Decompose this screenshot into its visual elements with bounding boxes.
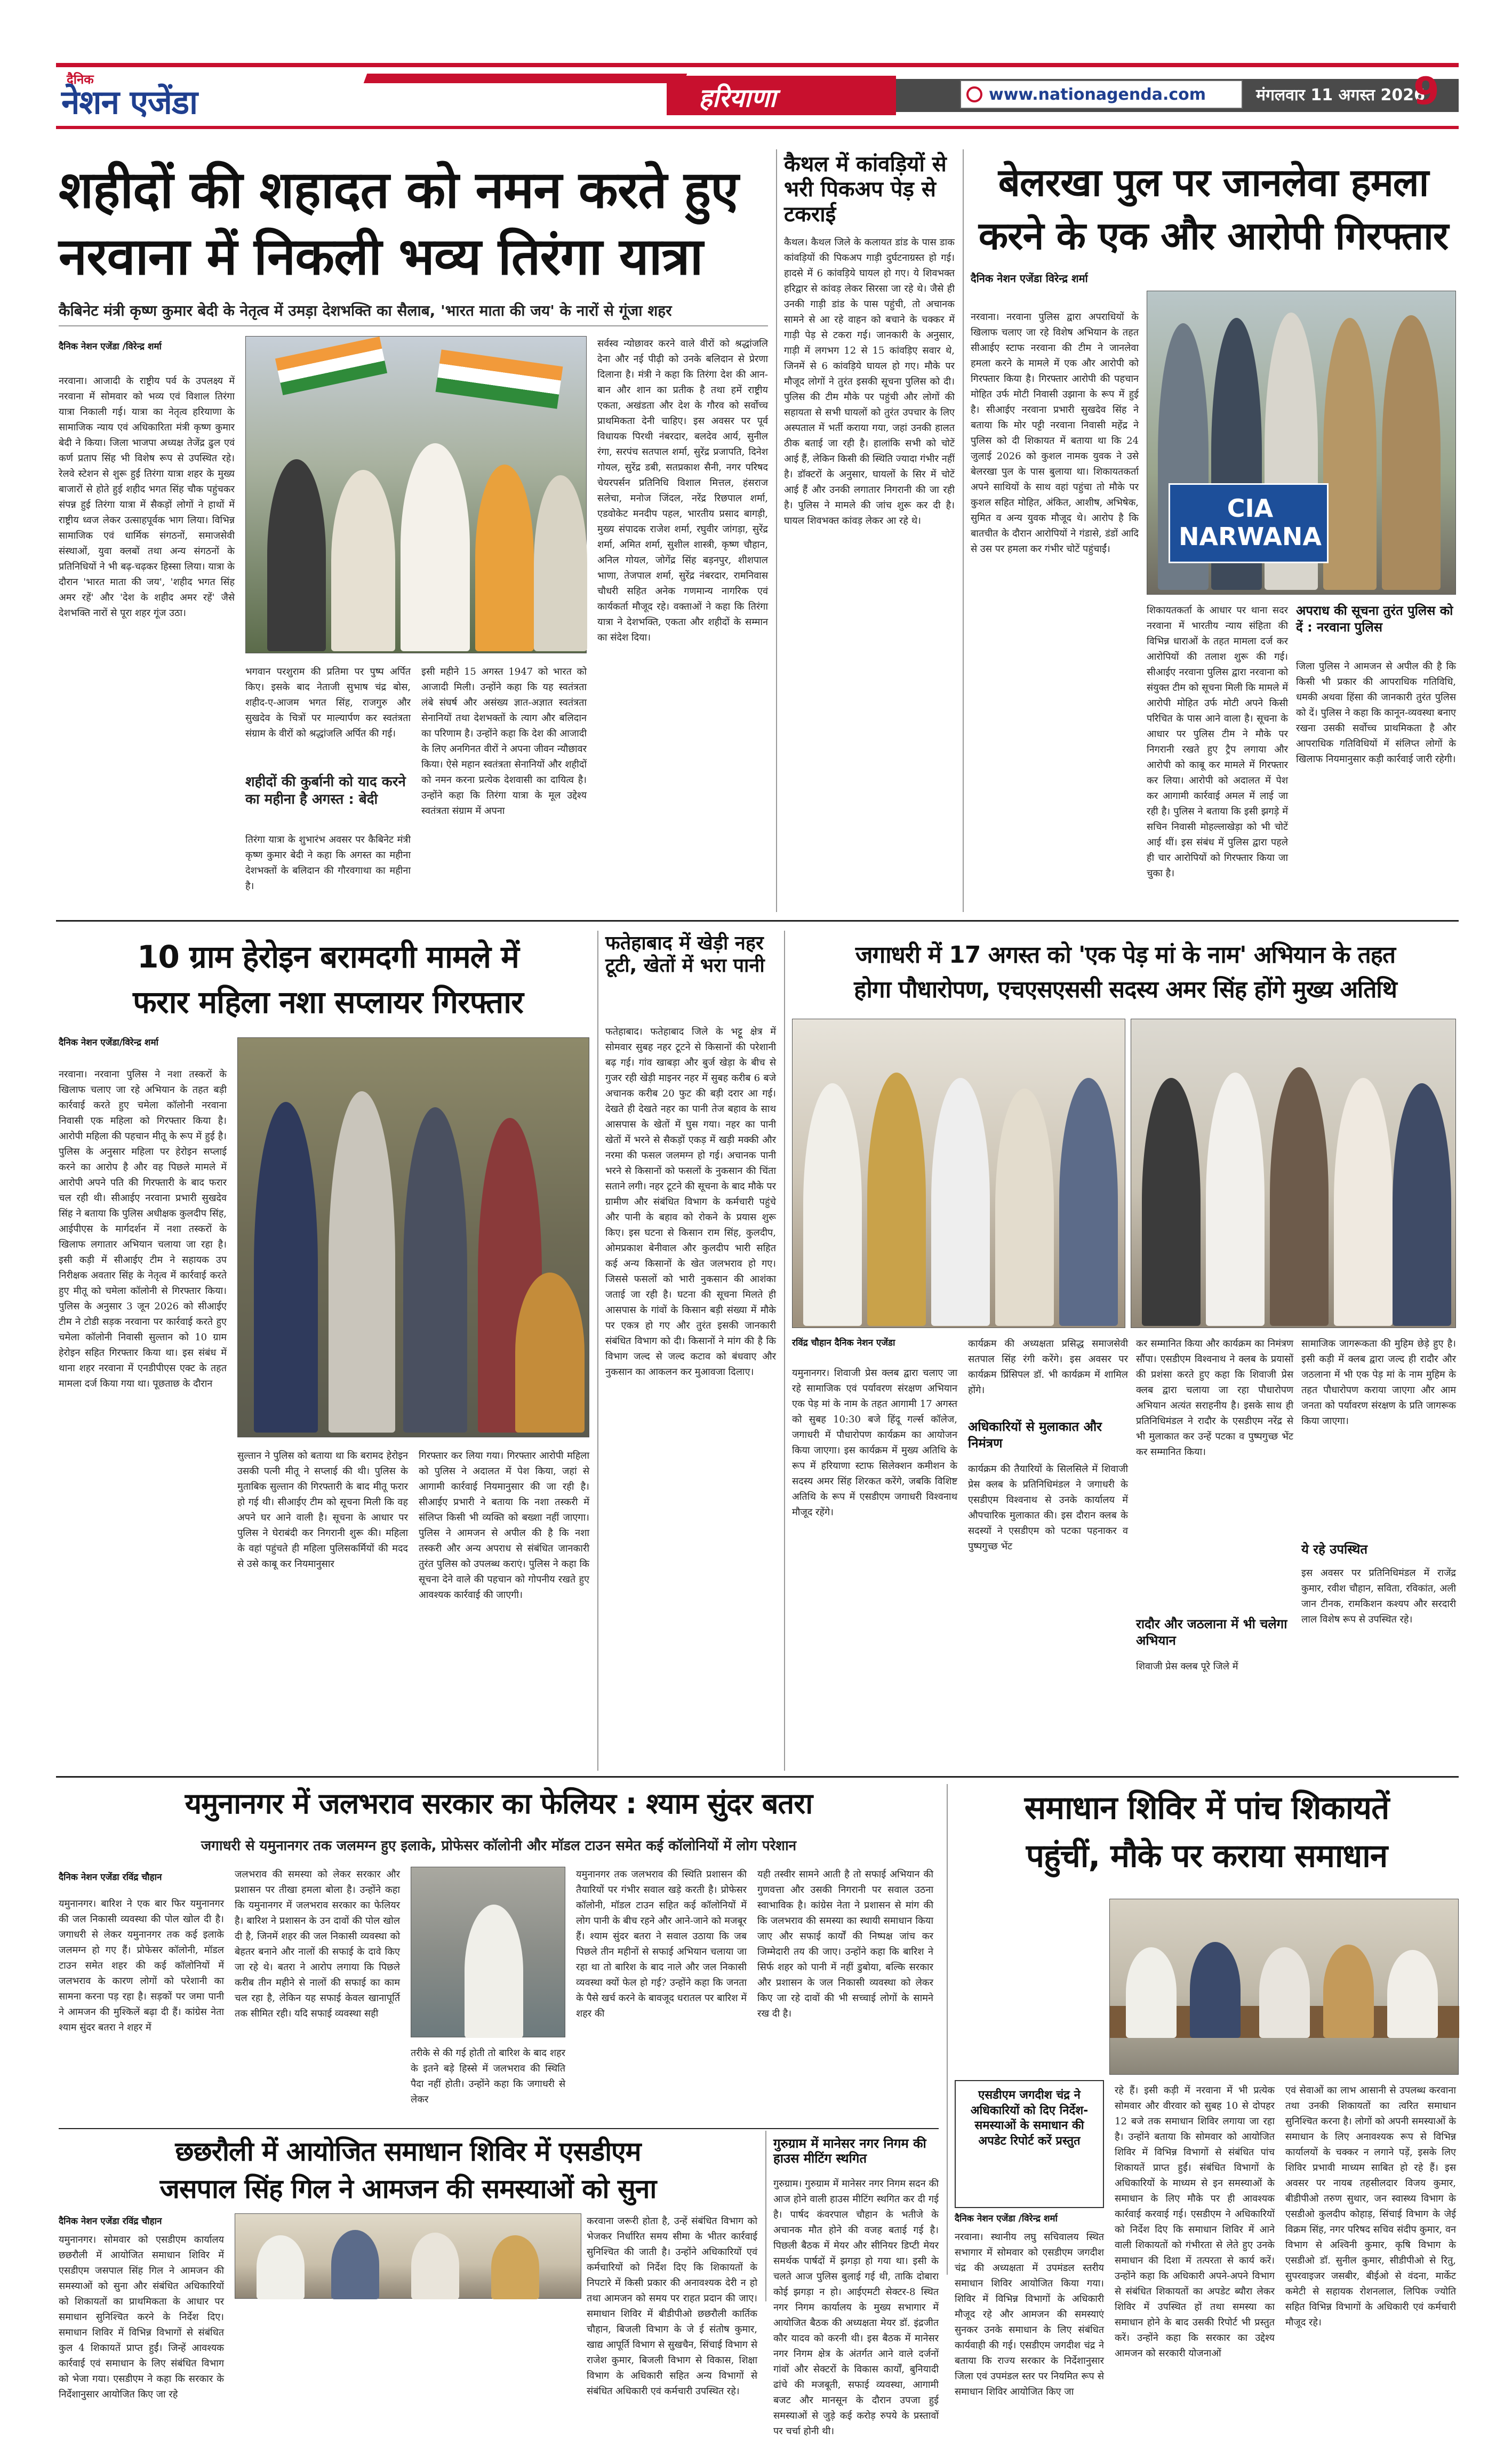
- column-rule: [963, 149, 964, 912]
- story8-column-2: रहे हैं। इसी कड़ी में नरवाना में भी प्रत्येक सोमवार और वीरवार को सुबह 10 से दोपहर 12 बजे तक समाधान शिविर लगाया जा रहा है। उन्होंने बताया कि सोमवार को आयोजित शिविर में विभिन्न विभागों से संबंधित पांच शिकायतें प्राप्त हुईं। संबंधित विभागों के अधिकारियों के माध्यम से इन समस्याओं के समाधान के लिए मौके पर ही आवश्यक कार्रवाई करवाई गई। एसडीएम ने अधिकारियों को निर्देश दिए कि समाधान शिविर में आने वाली शिकायतों को गंभीरता से लेते हुए उनके समाधान की दिशा में तत्परता से कार्य करें। उन्होंने कहा कि अधिकारी अपने-अपने विभाग से संबंधित शिकायतों का अपडेट ब्यौरा लेकर शिविर में उपस्थित हों तथा समस्या का समाधान होने के बाद उसकी रिपोर्ट भी प्रस्तुत करें। उन्होंने कहा कि सरकार का उद्देश्य आमजन को सरकारी योजनाओं: [1115, 2085, 1275, 2359]
- story6-headline-2: होगा पौधारोपण, एचएसएससी सदस्य अमर सिंह होंगे मुख्य अतिथि: [854, 976, 1397, 1003]
- story3-column-1: नरवाना। नरवाना पुलिस द्वारा अपराधियों के खिलाफ चलाए जा रहे विशेष अभियान के तहत सीआईए स्टाफ नरवाना की टीम ने जानलेवा हमला करने के मामले में एक और आरोपी को गिरफ्तार किया है। गिरफ्तार आरोपी की पहचान मोहित उर्फ मोटी निवासी उझाना के रूप में हुई है। सीआईए नरवाना प्रभारी सुखदेव सिंह ने बताया कि मोर पट्टी नरवाना निवासी महेंद्र ने पुलिस को दी शिकायत में बताया था कि 24 जुलाई 2026 को कुशल नामक युवक ने उसे बेलरखा पुल के पास बुलाया था। शिकायतकर्ता अपने साथियों के साथ वहां पहुंचा तो मौके पर कुशल सहित मोहित, अंकित, आशीष, अभिषेक, सुमित व अन्य युवक मौजूद थे। आरोप है कि बातचीत के दौरान आरोपियों ने गंडासे, डंडों आदि से उस पर हमला कर गंभीर चोटें पहुंचाईं।: [971, 311, 1139, 555]
- story1-subhead: कैबिनेट मंत्री कृष्ण कुमार बेदी के नेतृत्व में उमड़ा देशभक्ति का सैलाब, 'भारत माता की जय' के नारों से गूंजा शहर: [59, 302, 672, 319]
- cia-banner-text: CIA NARWANA: [1179, 494, 1322, 551]
- story1-column-3-lower: इसी महीने 15 अगस्त 1947 को भारत को आजादी मिली। उन्होंने कहा कि यह स्वतंत्रता लंबे संघर्ष और असंख्य ज्ञात-अज्ञात स्वतंत्रता सेनानियों तथा देशभक्तों के त्याग और बलिदान का परिणाम है। उन्होंने कहा कि देश की आजादी के लिए अनगिनत वीरों ने अपना जीवन न्यौछावर किया। ऐसे महान स्वतंत्रता सेनानियों और शहीदों को नमन करना प्रत्येक देशवासी का दायित्व है। उन्होंने कहा कि तिरंगा यात्रा के मूल उद्देश्य स्वतंत्रता संग्राम में अपना: [421, 666, 587, 817]
- story4-column-1: नरवाना। नरवाना पुलिस ने नशा तस्करों के खिलाफ चलाए जा रहे अभियान के तहत बड़ी कार्रवाई करते हुए चमेला कॉलोनी नरवाना निवासी एक महिला को गिरफ्तार किया है। आरोपी महिला की पहचान मीतू के रूप में हुई है। पुलिस के अनुसार महिला पर हेरोइन सप्लाई करने का आरोप है और वह पिछले मामले में आरोपी अपने पति की गिरफ्तारी के बाद फरार चल रही थी। सीआईए नरवाना प्रभारी सुखदेव सिंह ने बताया कि पुलिस अधीक्षक कुलदीप सिंह, आईपीएस के मार्गदर्शन में नशा तस्करों के खिलाफ लगातार अभियान चलाया जा रहा है। इसी कड़ी में सीआईए टीम ने सहायक उप निरीक्षक अवतार सिंह के नेतृत्व में कार्रवाई करते हुए मीतू को चमेला कॉलोनी से गिरफ्तार किया। पुलिस के अनुसार 3 जून 2026 को सीआईए टीम ने टोडी सड़क नरवाना पर कार्रवाई करते हुए चमेला कॉलोनी निवासी सुल्तान को 10 ग्राम हेरोइन सहित गिरफ्तार किया था। इस संबंध में थाना शहर नरवाना में एनडीपीएस एक्ट के तहत मामला दर्ज किया गया था। पूछताछ के दौरान: [59, 1069, 227, 1389]
- story1-byline: दैनिक नेशन एजेंडा /विरेन्द्र शर्मा: [59, 341, 162, 352]
- story2-headline: कैथल में कांवड़ियों से भरी पिकअप पेड़ से टकराई: [784, 152, 947, 227]
- story3-side-body: जिला पुलिस ने आमजन से अपील की है कि किसी भी प्रकार की आपराधिक गतिविधि, धमकी अथवा हिंसा की जानकारी तुरंत पुलिस को दें। पुलिस ने कहा कि कानून-व्यवस्था बनाए रखना उसकी सर्वोच्च प्राथमिकता है और आपराधिक गतिविधियों में संलिप्त लोगों के खिलाफ नियमानुसार कड़ी कार्रवाई जारी रहेगी।: [1296, 661, 1456, 765]
- brand-logo: [56, 67, 355, 127]
- story6-photo-left: [792, 1019, 1125, 1328]
- story6-column-4-bottom: इस अवसर पर प्रतिनिधिमंडल में राजेंद्र कुमार, रवीश चौहान, सविता, रविकांत, अली जान टीनक, रामकिशन कश्यप और सरदारी लाल विशेष रूप से उपस्थित रहे।: [1301, 1568, 1456, 1625]
- story9-headline-2: जसपाल सिंह गिल ने आमजन की समस्याओं को सुना: [159, 2173, 657, 2204]
- story10-body: गुरुग्राम। गुरुग्राम में मानेसर नगर निगम सदन की आज होने वाली हाउस मीटिंग स्थगित कर दी गई है। पार्षद कंवरपाल चौहान के भतीजे के अचानक मौत होने की वजह बताई गई है। पिछली बैठक में मेयर और सीनियर डिप्टी मेयर समर्थक पार्षदों में झगड़ा हो गया था। इसी के चलते आज पुलिस बुलाई गई थी, ताकि दोबारा कोई झगड़ा न हो। आईएमटी सेक्टर-8 स्थित नगर निगम कार्यालय के मुख्य सभागार में आयोजित बैठक की अध्यक्षता मेयर डॉ. इंद्रजीत कौर यादव को करनी थी। इस बैठक में मानेसर नगर निगम क्षेत्र के अंतर्गत आने वाले दर्जनों गांवों और सेक्टरों के विकास कार्यों, बुनियादी ढांचे की मजबूती, सफाई व्यवस्था, आगामी बजट और मानसून के दौरान उपजा हुई समस्याओं से जुड़े कई करोड़ रुपये के प्रस्तावों पर चर्चा होनी थी।: [773, 2178, 939, 2437]
- story6-column-3-subhead: रादौर और जठलाना में भी चलेगा अभियान: [1136, 1617, 1287, 1649]
- story6-column-4-top: सामाजिक जागरूकता की मुहिम छेड़े हुए है। इसी कड़ी में क्लब द्वारा जल्द ही रादौर और जठलाना में भी एक पेड़ मां के नाम मुहिम के तहत पौधारोपण कराया जाएगा और आम जनता को पर्यावरण संरक्षण के प्रति जागरूक किया जाएगा।: [1301, 1338, 1456, 1427]
- story9-headline-1: छछरौली में आयोजित समाधान शिविर में एसडीएम: [175, 2136, 641, 2167]
- story8-column-1: नरवाना। स्थानीय लघु सचिवालय स्थित सभागार में सोमवार को एसडीएम जगदीश चंद्र की अध्यक्षता में उपमंडल स्तरीय समाधान शिविर आयोजित किया गया। शिविर में विभिन्न विभागों के अधिकारी मौजूद रहे और आमजन की समस्याएं सुनकर उनके समाधान के लिए संबंधित कार्यवाही की गई। एसडीएम जगदीश चंद्र ने बताया कि राज्य सरकार के निर्देशानुसार जिला एवं उपमंडल स्तर पर नियमित रूप से समाधान शिविर आयोजित किए जा: [955, 2232, 1104, 2397]
- issue-date: मंगलवार 11 अगस्त 2026: [1256, 86, 1426, 105]
- story9-photo: [235, 2213, 581, 2299]
- flag-icon: [436, 349, 563, 409]
- story6-column-2-subhead: अधिकारियों से मुलाकात और निमंत्रण: [968, 1419, 1102, 1451]
- website-box: [960, 80, 1243, 109]
- story7-column-5: यही तस्वीर सामने आती है तो सफाई अभियान की गुणवत्ता और उसकी निगरानी पर सवाल उठना स्वाभाविक है। कांग्रेस नेता ने प्रशासन से मांग की कि जलभराव की समस्या का स्थायी समाधान किया जाए और सफाई कार्यों की निष्पक्ष जांच कर जिम्मेदारी तय की जाए। उन्होंने कहा कि बारिश ने सिर्फ शहर को पानी में नहीं डुबोया, बल्कि सरकार और प्रशासन के जल निकासी व्यवस्था को लेकर किए जा रहे दावों की भी सच्चाई लोगों के सामने रख दी है।: [757, 1869, 933, 2019]
- website-link[interactable]: www.nationagenda.com: [989, 85, 1206, 104]
- story1-pull-quote: शहीदों की कुर्बानी को याद करने का महीना है अगस्त : बेदी: [245, 774, 406, 807]
- story1-column-1: नरवाना। आजादी के राष्ट्रीय पर्व के उपलक्ष्य में नरवाना में सोमवार को भव्य एवं विशाल तिरंगा यात्रा निकाली गई। यात्रा का नेतृत्व हरियाणा के सामाजिक न्याय एवं अधिकारिता मंत्री कृष्ण कुमार बेदी ने किया। जिला भाजपा अध्यक्ष तेजेंद्र ढुल एवं कर्ण प्रताप सिंह भी विशेष रूप से उपस्थित रहे। रेलवे स्टेशन से शुरू हुई तिरंगा यात्रा शहर के मुख्य बाजारों से होते हुई शहीद भगत सिंह चौक पहुंचकर संपन्न हुई तिरंगा यात्रा में सैकड़ों लोगों ने हाथों में राष्ट्रीय ध्वज लेकर उत्साहपूर्वक भाग लिया। विभिन्न सामाजिक एवं धार्मिक संगठनों, समाजसेवी संस्थाओं, युवा क्लबों तथा अन्य संगठनों के प्रतिनिधियों ने भी बढ़-चढ़कर हिस्सा लिया। यात्रा के दौरान 'भारत माता की जय', 'शहीद भगत सिंह अमर रहें' और 'देश के शहीद अमर रहें' जैसे देशभक्ति नारों से पूरा शहर गूंज उठा।: [59, 375, 235, 619]
- story7-column-4: यमुनानगर तक जलभराव की स्थिति प्रशासन की तैयारियों पर गंभीर सवाल खड़े करती है। प्रोफेसर कॉलोनी, मॉडल टाउन सहित कई कॉलोनियों में लोग पानी के बीच रहने और आने-जाने को मजबूर हैं। श्याम सुंदर बतरा ने सवाल उठाया कि जब पिछले तीन महीनों से सफाई अभियान चलाया जा रहा था तो बारिश के बाद नाले और जल निकासी व्यवस्था क्यों फेल हो गई? उन्होंने कहा कि जनता के पैसे खर्च करने के बावजूद धरातल पर बारिश में शहर की: [576, 1869, 747, 2019]
- story5-body: फतेहाबाद। फतेहाबाद जिले के भट्टू क्षेत्र में सोमवार सुबह नहर टूटने से किसानों की परेशानी बढ़ गई। गांव खाबड़ा और बुर्ज खेड़ा के बीच से गुजर रही खेड़ी माइनर नहर में सुबह करीब 6 बजे अचानक करीब 20 फुट की बड़ी दरार आ गई। देखते ही देखते नहर का पानी तेज बहाव के साथ आसपास के खेतों में घुस गया। नहर का पानी खेतों में भरने से सैकड़ों एकड़ में खड़ी मक्की और नरमा की फसल जलमग्न हो गई। अचानक पानी भरने से किसानों को फसलों के नुकसान की चिंता सताने लगी। नहर टूटने की सूचना के बाद मौके पर ग्रामीण और संबंधित विभाग के कर्मचारी पहुंचे और पानी के बहाव को रोकने के प्रयास शुरू किए। इस घटना से किसान राम सिंह, कुलदीप, ओमप्रकाश बेनीवाल और कुलदीप भारी सहित कई अन्य किसानों के खेत जलभराव हो गए। जिससे फसलों को भारी नुकसान की आशंका जताई जा रही है। घटना की सूचना मिलते ही आसपास के गांवों के किसान बड़ी संख्या में मौके पर एकत्र हो गए और तुरंत इसकी जानकारी संबंधित विभाग को दी। किसानों ने मांग की है कि विभाग जल्द से जल्द कटाव को बंधवाए और नुकसान का आकलन कर मुआवजा दिलाए।: [605, 1026, 776, 1378]
- column-rule: [765, 2131, 766, 2301]
- story3-headline-2: करने के एक और आरोपी गिरफ्तार: [978, 213, 1449, 258]
- story6-column-4-subhead: ये रहे उपस्थित: [1301, 1542, 1368, 1557]
- page-number: 9: [1413, 69, 1439, 113]
- story2-body: कैथल। कैथल जिले के कलायत डांड के पास डाक कांवड़ियों की पिकअप गाड़ी दुर्घटनाग्रस्त हो गई। हादसे में 6 कांवड़िये घायल हो गए। ये शिवभक्त हरिद्वार से कांवड़ लेकर सिरसा जा रहे थे। जैसे ही उनकी गाड़ी डांड के पास पहुंची, तो अचानक सामने से आ रहे वाहन को बचाने के चक्कर में गाड़ी पेड़ से टकरा गई। जानकारी के अनुसार, गाड़ी में लगभग 12 से 15 कांवड़िए सवार थे, जिनमें से 6 कांवड़िये घायल हो गए। मौके पर मौजूद लोगों ने तुरंत इसकी सूचना पुलिस को दी। पुलिस की टीम मौके पर पहुंची और लोगों की सहायता से सभी घायलों को तुरंत उपचार के लिए अस्पताल में भर्ती कराया गया, जहां उनकी हालत ठीक बताई जा रही है। हालांकि सभी को चोटें आई हैं, लेकिन किसी की स्थिति ज्यादा गंभीर नहीं है। डॉक्टरों के अनुसार, घायलों के सिर में चोटें आई हैं और उनकी लगातार निगरानी की जा रही है। पुलिस ने मामले की जांच शुरू कर दी है। घायल शिवभक्त कांवड़ लेकर आ रहे थे।: [784, 237, 955, 526]
- column-rule: [784, 931, 785, 1771]
- story4-headline-1: 10 ग्राम हेरोइन बरामदगी मामले में: [137, 939, 519, 975]
- story1-column-4: सर्वस्व न्योछावर करने वाले वीरों को श्रद्धांजलि देना और नई पीढ़ी को उनके बलिदान से प्रेरणा दिलाना है। मंत्री ने कहा कि तिरंगा देश की आन-बान और शान का प्रतीक है तथा हमें राष्ट्रीय एकता, अखंडता और देश के गौरव को सर्वोच्च प्राथमिकता देनी चाहिए। इस अवसर पर पूर्व विधायक पिरथी नंबरदार, बलदेव आर्य, सुनील रंगा, सरपंच सतपाल शर्मा, सुरेंद्र प्रजापति, दिनेश गोयल, सुरेंद्र डबी, सतप्रकाश सैनी, नगर परिषद चेयरपर्सन प्रतिनिधि विशाल मित्तल, हंसराज सलेचा, मनोज जिंदल, नरेंद्र रिछपाल शर्मा, एडवोकेट मनदीप पहल, भारतीय प्रसाद बागड़ी, मुख्य संपादक राजेश शर्मा, रघुवीर जांगड़ा, सुरेंद्र शर्मा, अमित शर्मा, सुशील शास्त्री, कृष्ण चौहान, अनिल गोयल, जोगेंद्र सिंह बड़नपुर, शीशपाल भाणा, तेजपाल शर्मा, सुरेंद्र नंबरदार, रामनिवास चौधरी सहित अनेक गणमान्य नागरिक एवं कार्यकर्ता मौजूद रहे। वक्ताओं ने कहा कि तिरंगा यात्रा ने देशभक्ति, एकता और शहीदों के सम्मान का संदेश दिया।: [597, 338, 768, 643]
- story10-headline: गुरुग्राम में मानेसर नगर निगम की हाउस मीटिंग स्थगित: [773, 2136, 926, 2166]
- story1-headline-2: नरवाना में निकली भव्य तिरंगा यात्रा: [59, 227, 703, 286]
- masthead-bottom-stripe: [56, 126, 1459, 129]
- story6-column-2-top: कार्यक्रम की अध्यक्षता प्रसिद्ध समाजसेवी सतपाल सिंह रंगी करेंगे। इस अवसर पर कार्यक्रम प्रिंसिपल डॉ. भी कार्यक्रम में शामिल होंगे।: [968, 1338, 1128, 1396]
- story7-column-2: जलभराव की समस्या को लेकर सरकार और प्रशासन पर तीखा हमला बोला है। उन्होंने कहा कि यमुनानगर में जलभराव सरकार का फेलियर है। बारिश ने प्रशासन के उन दावों की पोल खोल दी है, जिनमें शहर की जल निकासी व्यवस्था को बेहतर बनाने और नालों की सफाई के दावे किए जा रहे थे। बतरा ने आरोप लगाया कि पिछले करीब तीन महीने से नालों की सफाई का काम चल रहा है, लेकिन यह सफाई केवल खानापूर्ति तक सीमित रही। यदि सफाई व्यवस्था सही: [235, 1869, 400, 2019]
- story3-column-2-visible: शिकायतकर्ता के आधार पर थाना सदर नरवाना में भारतीय न्याय संहिता की विभिन्न धाराओं के तहत मामला दर्ज कर आरोपियों की तलाश शुरू की गई। सीआईए नरवाना पुलिस द्वारा नरवाना को संयुक्त टीम को सूचना मिली कि मामले में आरोपी मोहित उर्फ मोटी अपने किसी परिचित के पास आने वाला है। सूचना के आधार पर पुलिस टीम ने मौके पर निगरानी रखते हुए ट्रैप लगाया और आरोपी को काबू कर मामले में गिरफ्तार कर लिया। आरोपी को अदालत में पेश कर आगामी कार्रवाई अमल में लाई जा रही है। पुलिस ने बताया कि इसी झगड़े में सचिन निवासी मोहल्लाखेड़ा को भी चोटें आई थीं। इस संबंध में पुलिस द्वारा पहले ही चार आरोपियों को गिरफ्तार किया जा चुका है।: [1147, 605, 1288, 879]
- story4-column-3: गिरफ्तार कर लिया गया। गिरफ्तार आरोपी महिला को पुलिस ने अदालत में पेश किया, जहां से आगामी कार्रवाई नियमानुसार की जा रही है। सीआईए प्रभारी ने बताया कि नशा तस्करी में संलिप्त किसी भी व्यक्ति को बख्शा नहीं जाएगा। पुलिस ने आमजन से अपील की है कि नशा तस्करी और अन्य अपराध से संबंधित जानकारी तुरंत पुलिस को उपलब्ध कराएं। पुलिस ने कहा कि सूचना देने वाले की पहचान को गोपनीय रखते हुए आवश्यक कार्रवाई की जाएगी।: [419, 1450, 589, 1601]
- story6-photo-right: [1131, 1019, 1456, 1328]
- story1-headline-1: शहीदों की शहादत को नमन करते हुए: [59, 160, 739, 220]
- story4-photo: [237, 1037, 589, 1437]
- story6-column-1: यमुनानगर। शिवाजी प्रेस क्लब द्वारा चलाए जा रहे सामाजिक एवं पर्यावरण संरक्षण अभियान एक पेड़ मां के नाम के तहत आगामी 17 अगस्त को सुबह 10:30 बजे हिंदू गर्ल्स कॉलेज, जगाधरी में पौधारोपण कार्यक्रम का आयोजन किया जाएगा। इस कार्यक्रम में मुख्य अतिथि के रूप में हरियाणा स्टाफ सिलेक्शन कमीशन के सदस्य अमर सिंह शिरकत करेंगे, जबकि विशिष्ट अतिथि के रूप में एसडीएम जगाधरी विश्वनाथ मौजूद रहेंगे।: [792, 1368, 957, 1518]
- row-separator: [59, 2128, 939, 2129]
- column-rule: [597, 931, 598, 1771]
- story7-photo: [411, 1867, 565, 2037]
- row-separator: [56, 920, 1459, 922]
- cia-banner: [1169, 483, 1329, 563]
- brand-name: नेशन एजेंडा: [61, 83, 198, 122]
- story3-headline-1: बेलरखा पुल पर जानलेवा हमला: [998, 160, 1429, 205]
- story8-headline-1: समाधान शिविर में पांच शिकायतें: [1024, 1789, 1389, 1827]
- story7-headline: यमुनानगर में जलभराव सरकार का फेलियर : श्याम सुंदर बतरा: [185, 1787, 813, 1820]
- story9-column-1: यमुनानगर। सोमवार को एसडीएम कार्यालय छछरौली में आयोजित समाधान शिविर में एसडीएम जसपाल सिंह गिल ने आमजन की समस्याओं को सुना और संबंधित अधिकारियों को शिकायतों का प्राथमिकता के आधार पर समाधान सुनिश्चित करने के निर्देश दिए। समाधान शिविर में विभिन्न विभागों से संबंधित कुल 4 शिकायतें प्राप्त हुईं। जिन्हें आवश्यक कार्रवाई एवं समाधान के लिए संबंधित विभाग को भेजा गया। एसडीएम ने कहा कि सरकार के निर्देशानुसार आयोजित किए जा रहे: [59, 2234, 224, 2400]
- story4-headline-2: फरार महिला नशा सप्लायर गिरफ्तार: [133, 984, 523, 1020]
- story4-column-2: सुल्तान ने पुलिस को बताया था कि बरामद हेरोइन उसकी पत्नी मीतू ने सप्लाई की थी। पुलिस के मुताबिक सुल्तान की गिरफ्तारी के बाद मीतू फरार हो गई थी। सीआईए टीम को सूचना मिली कि वह अपने घर आने वाली है। सूचना के आधार पर पुलिस ने घेराबंदी कर निगरानी शुरू की। महिला के वहां पहुंचते ही महिला पुलिसकर्मियों की मदद से उसे काबू कर नियमानुसार: [237, 1450, 408, 1570]
- flag-icon: [275, 337, 387, 395]
- story1-photo: [245, 336, 587, 653]
- story6-column-3-bottom: शिवाजी प्रेस क्लब पूरे जिले में: [1136, 1661, 1238, 1672]
- story7-byline: दैनिक नेशन एजेंडा रविंद्र चौहान: [59, 1872, 162, 1883]
- masthead-red-band: [364, 74, 687, 83]
- story6-photo-credit: रविंद्र चौहान दैनिक नेशन एजेंडा: [792, 1338, 895, 1348]
- story8-column-3: एवं सेवाओं का लाभ आसानी से उपलब्ध करवाना तथा उनकी शिकायतों का त्वरित समाधान सुनिश्चित करना है। लोगों को अपनी समस्याओं के समाधान के लिए अनावश्यक रूप से विभिन्न कार्यालयों के चक्कर न लगाने पड़ें, इसके लिए शिविर प्रभावी माध्यम साबित हो रहे हैं। इस अवसर पर नायब तहसीलदार विजय कुमार, बीडीपीओ तरुण सुथार, जन स्वास्थ्य विभाग के एसडीओ कुलदीप कोहाड़, सिंचाई विभाग के जेई विक्रम सिंह, नगर परिषद सचिव संदीप कुमार, वन विभाग से अश्विनी कुमार, कृषि विभाग के एसडीओ डॉ. सुनील कुमार, सीडीपीओ से रितु, सुपरवाइजर जसबीर, बीईओ से वंदना, मार्केट कमेटी से सहायक रोशनलाल, लिपिक ज्योति सहित विभिन्न विभागों के अधिकारी एवं कर्मचारी मौजूद रहे।: [1285, 2085, 1456, 2328]
- story1-column-2-lower: भगवान परशुराम की प्रतिमा पर पुष्प अर्पित किए। इसके बाद नेताजी सुभाष चंद्र बोस, शहीद-ए-आजम भगत सिंह, राजगुरु और सुखदेव के चित्रों पर माल्यार्पण कर स्वतंत्रता संग्राम के वीरों को श्रद्धांजलि अर्पित की गई।: [245, 666, 411, 739]
- section-name: हरियाणा: [699, 83, 776, 113]
- column-rule: [947, 1784, 948, 2275]
- brand-small: दैनिक: [67, 72, 94, 87]
- story6-column-2-bottom: कार्यक्रम की तैयारियों के सिलसिले में शिवाजी प्रेस क्लब के प्रतिनिधिमंडल ने जगाधरी के एसडीएम विश्वनाथ से उनके कार्यालय में औपचारिक मुलाकात की। इस दौरान क्लब के सदस्यों ने एसडीएम को पटका पहनाकर व पुष्पगुच्छ भेंट: [968, 1464, 1128, 1552]
- story7-subhead: जगाधरी से यमुनानगर तक जलमग्न हुए इलाके, प्रोफेसर कॉलोनी और मॉडल टाउन समेत कई कॉलोनियों में लोग परेशान: [201, 1838, 797, 1854]
- story5-headline: फतेहाबाद में खेड़ी नहर टूटी, खेतों में भरा पानी: [605, 932, 765, 977]
- story6-headline-1: जगाधरी में 17 अगस्त को 'एक पेड़ मां के नाम' अभियान के तहत: [855, 941, 1396, 969]
- story8-box-text: एसडीएम जगदीश चंद्र ने अधिकारियों को दिए निर्देश- समस्याओं के समाधान की अपडेट रिपोर्ट करें प्रस्तुत: [970, 2089, 1089, 2148]
- story9-byline: दैनिक नेशन एजेंडा रविंद्र चौहान: [59, 2216, 162, 2227]
- story7-column-1: यमुनानगर। बारिश ने एक बार फिर यमुनानगर की जल निकासी व्यवस्था की पोल खोल दी है। जगाधरी से लेकर यमुनानगर तक कई इलाके जलमग्न हो गए हैं। प्रोफेसर कॉलोनी, मॉडल टाउन समेत शहर की कई कॉलोनियों में जलभराव के कारण लोगों को परेशानी का सामना करना पड़ रहा है। सड़कों पर जमा पानी ने आमजन की मुश्किलें बढ़ा दी हैं। कांग्रेस नेता श्याम सुंदर बतरा ने शहर में: [59, 1898, 224, 2033]
- story9-column-4: करवाना जरूरी होता है, उन्हें संबंधित विभाग को भेजकर निर्धारित समय सीमा के भीतर कार्रवाई सुनिश्चित की जाती है। उन्होंने अधिकारियों एवं कर्मचारियों को निर्देश दिए कि शिकायतों के निपटारे में किसी प्रकार की अनावश्यक देरी न हो तथा आमजन को समय पर राहत प्रदान की जाए। समाधान शिविर में बीडीपीओ छछरौली कार्तिक चौहान, बिजली विभाग के जे ई संतोष कुमार, खाद्य आपूर्ति विभाग से सुखचैन, सिंचाई विभाग से राजेश कुमार, बिजली विभाग से विकास, शिक्षा विभाग के अधिकारी सहित अन्य विभागों से संबंधित अधिकारी एवं कर्मचारी उपस्थित रहे।: [587, 2216, 757, 2397]
- story8-byline: दैनिक नेशन एजेंडा /विरेन्द्र शर्मा: [955, 2213, 1058, 2224]
- story8-photo: [1109, 1899, 1459, 2075]
- story3-byline: दैनिक नेशन एजेंडा विरेन्द्र शर्मा: [971, 272, 1088, 285]
- story4-byline: दैनिक नेशन एजेंडा/विरेन्द्र शर्मा: [59, 1037, 159, 1048]
- story1-column-2-lower-b: तिरंगा यात्रा के शुभारंभ अवसर पर कैबिनेट मंत्री कृष्ण कुमार बेदी ने कहा कि अगस्त का महीना देशभक्तों के बलिदान की गौरवगाथा का महीना है।: [245, 834, 411, 892]
- story6-column-3-top: कर सम्मानित किया और कार्यक्रम का निमंत्रण सौंपा। एसडीएम विश्वनाथ ने क्लब के प्रयासों की प्रशंसा करते हुए कहा कि शिवाजी प्रेस क्लब द्वारा चलाया जा रहा पौधारोपण अभियान अत्यंत सराहनीय है। इसके साथ ही प्रतिनिधिमंडल ने रादौर के एसडीएम नरेंद्र से भी मुलाकात कर उन्हें पटका व पुष्पगुच्छ भेंट कर सम्मानित किया।: [1136, 1338, 1293, 1458]
- column-rule: [776, 149, 777, 912]
- masthead-top-stripe: [56, 63, 1459, 67]
- story3-side-title: अपराध की सूचना तुरंत पुलिस को दें : नरवाना पुलिस: [1296, 603, 1453, 635]
- globe-icon: [966, 86, 982, 102]
- story7-column-3-bottom: तरीके से की गई होती तो बारिश के बाद शहर के इतने बड़े हिस्से में जलभराव की स्थिति पैदा नहीं होती। उन्होंने कहा कि जगाधरी से लेकर: [411, 2048, 565, 2105]
- story1-rule: [59, 325, 768, 326]
- row-separator: [56, 1776, 1459, 1778]
- story8-headline-2: पहुंचीं, मौके पर कराया समाधान: [1026, 1837, 1388, 1875]
- story3-photo: [1147, 291, 1456, 595]
